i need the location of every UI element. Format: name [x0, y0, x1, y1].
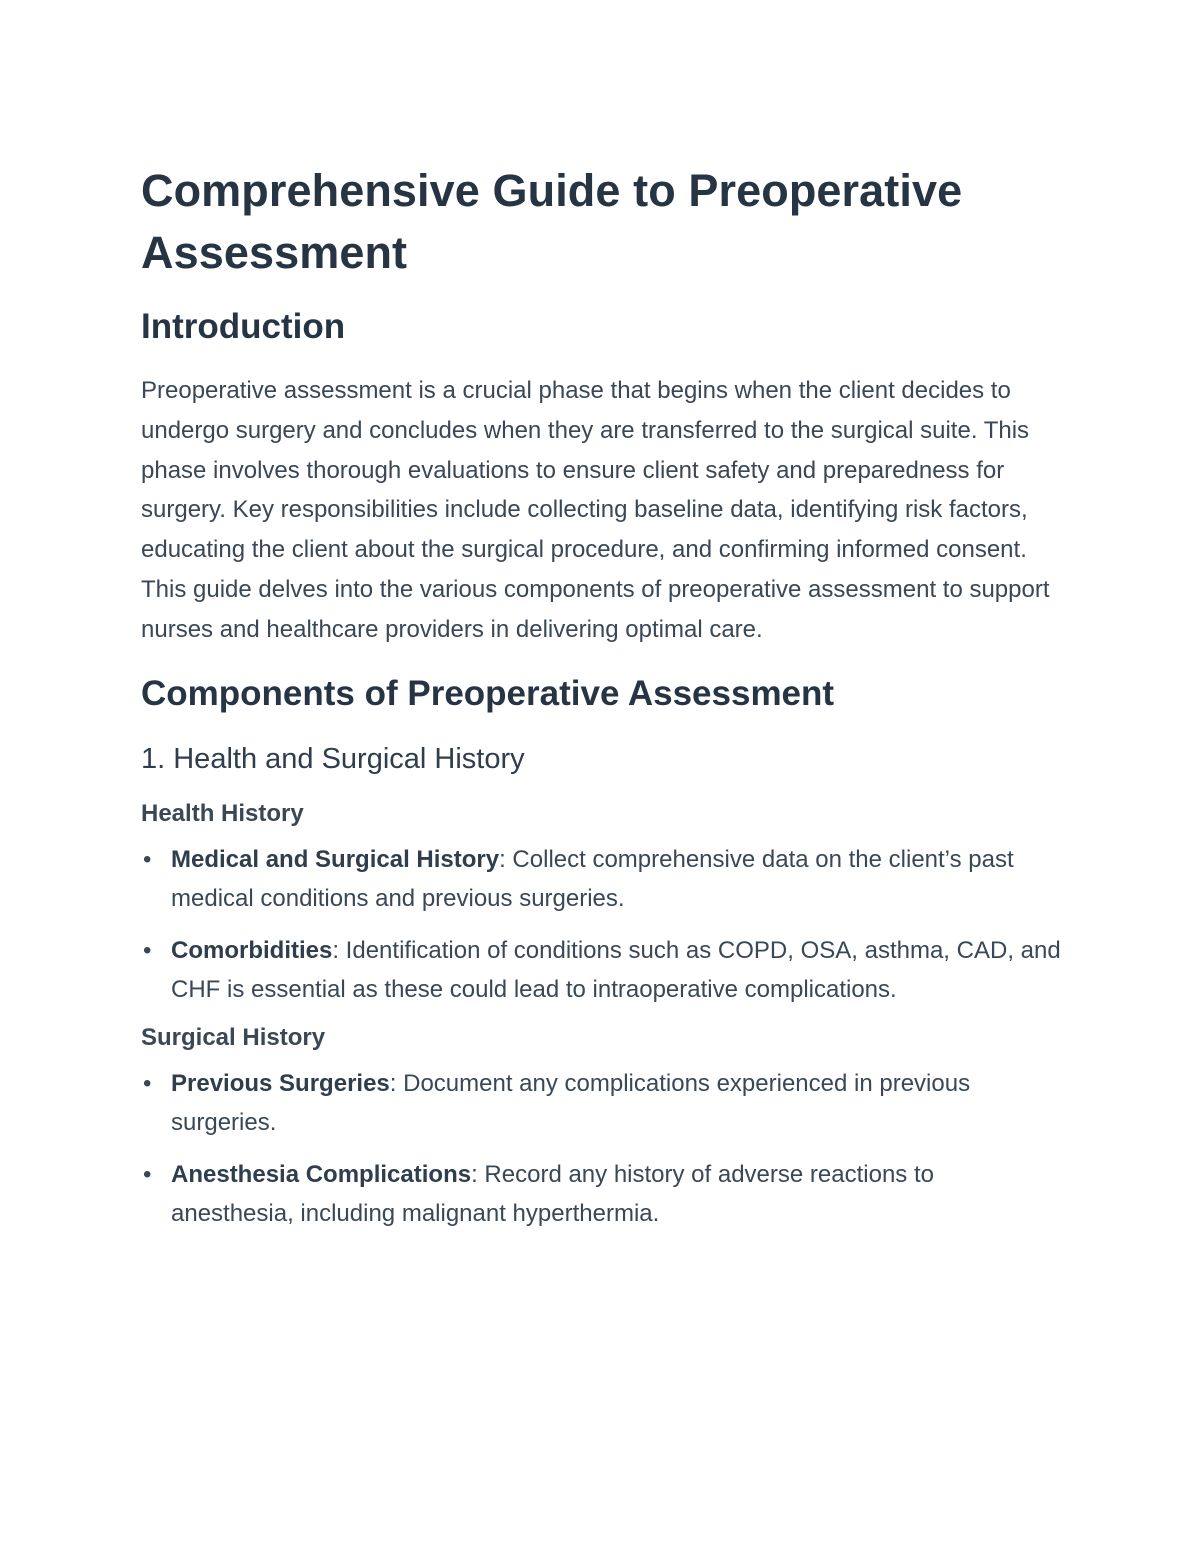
- list-item-term: Previous Surgeries: [171, 1069, 390, 1097]
- list-item: [141, 840, 1061, 919]
- list-item-separator: :: [389, 1069, 397, 1097]
- introduction-heading: Introduction: [141, 307, 346, 346]
- list-item: [141, 931, 1061, 1010]
- bullet-icon: •: [143, 845, 152, 873]
- list-item-separator: :: [471, 1160, 478, 1188]
- list-item-description: Record any history of adverse reactions to anesthesia, including malignant hyperthermia.: [171, 1160, 934, 1228]
- surgical-history-heading: Surgical History: [141, 1023, 326, 1051]
- bullet-icon: •: [143, 1160, 152, 1188]
- document-title: Comprehensive Guide to Preoperative Assessment: [141, 165, 963, 278]
- components-heading: Components of Preoperative Assessment: [141, 673, 835, 713]
- bullet-icon: •: [143, 1069, 152, 1097]
- list-item-term: Comorbidities: [171, 936, 333, 964]
- list-item-term: Medical and Surgical History: [171, 845, 500, 873]
- section-1-heading: 1. Health and Surgical History: [141, 742, 525, 775]
- list-item: [141, 1155, 1061, 1234]
- health-history-heading: Health History: [141, 799, 304, 827]
- list-item-description: Document any complications experienced in previous surgeries.: [171, 1069, 971, 1137]
- list-item-description: Collect comprehensive data on the client’s past medical conditions and previous surgeries.: [171, 845, 1014, 913]
- surgical-history-list: [141, 1064, 1061, 1234]
- health-history-list: [141, 840, 1061, 1010]
- list-item-description: Identification of conditions such as COPD, OSA, asthma, CAD, and CHF is essential as these could lead to intraoperative complications.: [171, 936, 1061, 1004]
- document-page: [141, 160, 1061, 1246]
- list-item: [141, 1064, 1061, 1143]
- list-item-separator: :: [332, 936, 340, 964]
- list-item-separator: :: [499, 845, 506, 873]
- introduction-paragraph: Preoperative assessment is a crucial phase that begins when the client decides to undergo surgery and concludes when they are transferred to the surgical suite. This phase involves thorough evaluations to ensure client safety and preparedness for surgery. Key responsibilities include collecting baseline data, identifying risk factors, educating the client about the surgical procedure, and confirming informed consent. This guide delves into the various components of preoperative assessment to support nurses and healthcare providers in delivering optimal care.: [141, 377, 1050, 643]
- bullet-icon: •: [143, 936, 152, 964]
- list-item-term: Anesthesia Complications: [171, 1160, 472, 1188]
